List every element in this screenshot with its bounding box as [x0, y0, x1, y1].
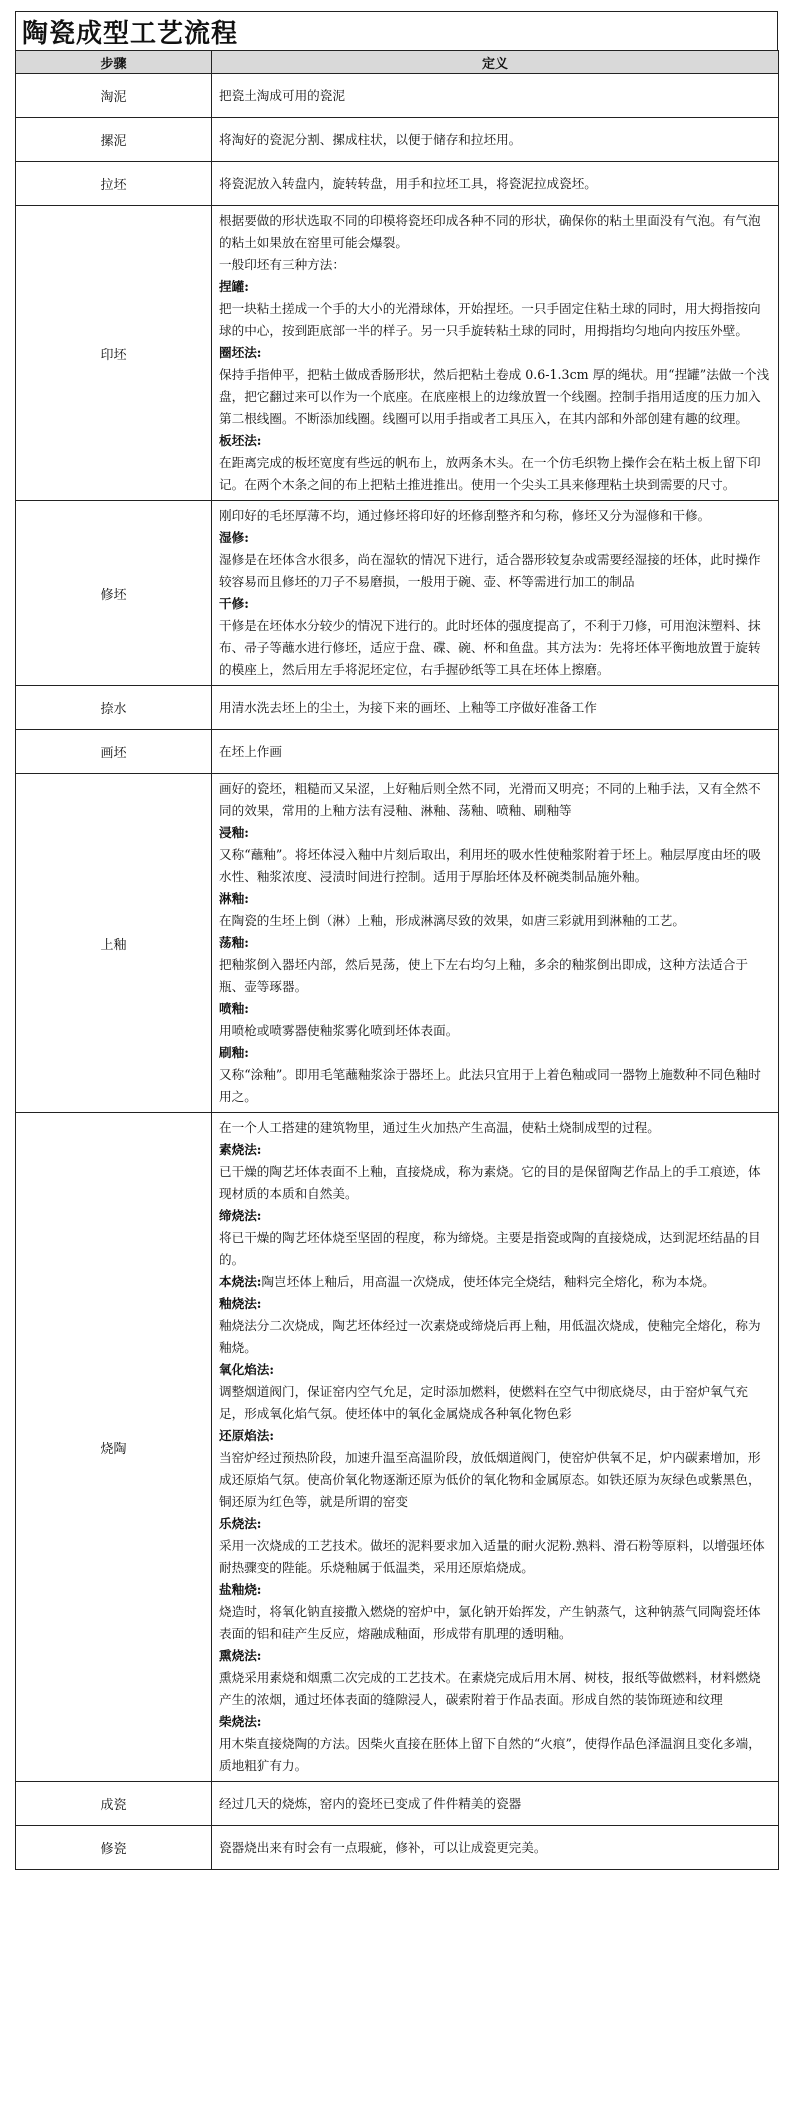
step-name: 修坯 — [16, 501, 212, 686]
method-heading: 还原焰法: — [219, 1428, 275, 1443]
method-heading: 干修: — [219, 596, 249, 611]
method-heading: 盐釉烧: — [219, 1582, 262, 1597]
method-heading: 乐烧法: — [219, 1516, 262, 1531]
method-heading: 湿修: — [219, 530, 249, 545]
table-row — [16, 1782, 779, 1826]
step-definition — [212, 774, 779, 1113]
step-definition: 将瓷泥放入转盘内，旋转转盘，用手和拉坯工具，将瓷泥拉成瓷坯。 — [212, 162, 779, 206]
definition-line: 采用一次烧成的工艺技术。做坯的泥料要求加入适量的耐火泥粉.熟料、滑石粉等原料，以增强坯体耐热骤变的陛能。乐烧釉属于低温类，采用还原焰烧成。 — [219, 1538, 765, 1575]
definition-line: 本烧法:陶岂坯体上釉后，用高温一次烧成，使坯体完全烧结，釉料完全熔化，称为本烧。 — [219, 1274, 715, 1289]
header-step: 步骤 — [16, 51, 212, 74]
step-name: 烧陶 — [16, 1113, 212, 1782]
header-definition: 定义 — [212, 51, 779, 74]
definition-line: 在陶瓷的生坯上倒（淋）上釉，形成淋漓尽致的效果，如唐三彩就用到淋釉的工艺。 — [219, 913, 685, 928]
page-title: 陶瓷成型工艺流程 — [15, 11, 778, 50]
definition-line: 保持手指伸平，把粘土做成香肠形状，然后把粘土卷成 0.6-1.3cm 厚的绳状。用“捏罐”法做一个浅盘，把它翻过来可以作为一个底座。在底座根上的边缘放置一个线圈。控制手指用适度的压力加入第二根线圈。不断添加线圈。线圈可以用手指或者工具压入，在其内部和外部创建有趣的纹理。 — [219, 367, 770, 426]
step-name: 上釉 — [16, 774, 212, 1113]
definition-line: 在距离完成的板坯宽度有些远的帆布上，放两条木头。在一个仿毛织物上操作会在粘土板上留下印记。在两个木条之间的布上把粘土推进推出。使用一个尖头工具来修理粘土块到需要的尺寸。 — [219, 455, 761, 492]
table-row — [16, 774, 779, 1113]
definition-line: 熏烧采用素烧和烟熏二次完成的工艺技术。在素烧完成后用木屑、树枝，报纸等做燃料，材料燃烧产生的浓烟，通过坯体表面的缝隙浸人，碳索附着于作品表面。形成自然的装饰斑迹和纹理 — [219, 1670, 761, 1707]
definition-line: 将已干燥的陶艺坯体烧至坚固的程度，称为缔烧。主要是指瓷或陶的直接烧成，达到泥坯结晶的目的。 — [219, 1230, 761, 1267]
definition-line: 已干燥的陶艺坯体表面不上釉，直接烧成，称为素烧。它的目的是保留陶艺作品上的手工痕迹，体现材质的本质和自然美。 — [219, 1164, 761, 1201]
step-name: 淘泥 — [16, 74, 212, 118]
method-heading: 熏烧法: — [219, 1648, 262, 1663]
method-heading: 捏罐: — [219, 279, 249, 294]
definition-line: 烧造时，将氧化钠直接撒入燃烧的窑炉中，氯化钠开始挥发，产生钠蒸气，这种钠蒸气同陶瓷坯体表面的铝和硅产生反应，熔融成釉面，形成带有肌理的透明釉。 — [219, 1604, 761, 1641]
step-definition: 经过几天的烧炼，窑内的瓷坯已变成了件件精美的瓷器 — [212, 1782, 779, 1826]
step-definition: 把瓷土淘成可用的瓷泥 — [212, 74, 779, 118]
step-name: 修瓷 — [16, 1826, 212, 1870]
method-heading: 柴烧法: — [219, 1714, 262, 1729]
definition-line: 在一个人工搭建的建筑物里，通过生火加热产生高温，使粘土烧制成型的过程。 — [219, 1120, 660, 1135]
step-definition: 在坯上作画 — [212, 730, 779, 774]
method-heading-inline: 本烧法: — [219, 1274, 262, 1289]
definition-line: 干修是在坯体水分较少的情况下进行的。此时坯体的强度提高了，不利于刀修，可用泡沫塑料、抹布、帚子等蘸水进行修坯，适应于盘、碟、碗、杯和鱼盘。其方法为：先将坯体平衡地放置于旋转的模座上，然后用左手将泥坯定位，右手握砂纸等工具在坯体上擦磨。 — [219, 618, 761, 677]
definition-line: 釉烧法分二次烧成，陶艺坯体经过一次素烧或缔烧后再上釉，用低温次烧成，使釉完全熔化，称为釉烧。 — [219, 1318, 761, 1355]
step-definition: 瓷器烧出来有时会有一点瑕疵，修补，可以让成瓷更完美。 — [212, 1826, 779, 1870]
step-definition: 将淘好的瓷泥分割、摞成柱状，以便于储存和拉坯用。 — [212, 118, 779, 162]
step-definition — [212, 1113, 779, 1782]
step-name: 拉坯 — [16, 162, 212, 206]
definition-line: 又称“涂釉”。即用毛笔蘸釉浆涂于器坯上。此法只宜用于上着色釉或同一器物上施数种不同色釉时用之。 — [219, 1067, 761, 1104]
definition-line: 把一块粘土搓成一个手的大小的光滑球体，开始捏坯。一只手固定住粘土球的同时，用大拇指按向球的中心，按到距底部一半的样子。另一只手旋转粘土球的同时，用拇指均匀地向内按压外壁。 — [219, 301, 761, 338]
step-definition: 用清水洗去坯上的尘土，为接下来的画坯、上釉等工序做好准备工作 — [212, 686, 779, 730]
table-row — [16, 1826, 779, 1870]
definition-line: 用木柴直接烧陶的方法。因柴火直接在胚体上留下自然的“火痕”，使得作品色泽温润且变化多端，质地粗犷有力。 — [219, 1736, 761, 1773]
definition-line: 把釉浆倒入器坯内部，然后晃荡，使上下左右均匀上釉，多余的釉浆倒出即成，这种方法适合于瓶、壶等琢器。 — [219, 957, 748, 994]
table-row — [16, 118, 779, 162]
table-row — [16, 74, 779, 118]
method-heading: 喷釉: — [219, 1001, 249, 1016]
step-name: 画坯 — [16, 730, 212, 774]
definition-line: 湿修是在坯体含水很多，尚在湿软的情况下进行，适合器形较复杂或需要经湿接的坯体，此时操作较容易而且修坯的刀子不易磨损，一般用于碗、壶、杯等需进行加工的制品 — [219, 552, 761, 589]
definition-line: 当窑炉经过预热阶段，加速升温至高温阶段，放低烟道阀门，使窑炉供氧不足，炉内碳素增加，形成还原焰气氛。使高价氧化物逐渐还原为低价的氧化物和金属原态。如铁还原为灰绿色或紫黑色，铜还原为红色等，就是所谓的窑变 — [219, 1450, 761, 1509]
method-heading: 淋釉: — [219, 891, 249, 906]
method-heading: 釉烧法: — [219, 1296, 262, 1311]
definition-line: 刚印好的毛坯厚薄不均，通过修坯将印好的坯修刮整齐和匀称，修坯又分为湿修和干修。 — [219, 508, 711, 523]
step-name: 成瓷 — [16, 1782, 212, 1826]
definition-line: 画好的瓷坯，粗糙而又呆涩，上好釉后则全然不同，光滑而又明亮；不同的上釉手法，又有全然不同的效果，常用的上釉方法有浸釉、淋釉、荡釉、喷釉、刷釉等 — [219, 781, 761, 818]
process-table — [15, 50, 779, 1870]
method-heading: 氧化焰法: — [219, 1362, 275, 1377]
step-name: 摞泥 — [16, 118, 212, 162]
table-header-row — [16, 51, 779, 74]
table-row — [16, 1113, 779, 1782]
table-row — [16, 501, 779, 686]
method-heading: 缔烧法: — [219, 1208, 262, 1223]
document-page — [15, 11, 778, 1870]
table-row — [16, 686, 779, 730]
method-heading: 荡釉: — [219, 935, 249, 950]
definition-line: 调整烟道阀门，保证窑内空气允足，定时添加燃料，使燃料在空气中彻底烧尽，由于窑炉氧气充足，形成氧化焰气氛。使坯体中的氧化金属烧成各种氧化物色彩 — [219, 1384, 748, 1421]
table-row — [16, 162, 779, 206]
method-heading: 圈坯法: — [219, 345, 262, 360]
method-heading: 刷釉: — [219, 1045, 249, 1060]
method-heading: 素烧法: — [219, 1142, 262, 1157]
definition-line: 根据要做的形状选取不同的印模将瓷坯印成各种不同的形状，确保你的粘土里面没有气泡。有气泡的粘土如果放在窑里可能会爆裂。 — [219, 213, 761, 250]
definition-line: 又称“蘸釉”。将坯体浸入釉中片刻后取出，利用坯的吸水性使釉浆附着于坯上。釉层厚度由坯的吸水性、釉浆浓度、浸渍时间进行控制。适用于厚胎坯体及杯碗类制品施外釉。 — [219, 847, 761, 884]
table-row — [16, 206, 779, 501]
method-heading: 浸釉: — [219, 825, 249, 840]
definition-line: 用喷枪或喷雾器使釉浆雾化喷到坯体表面。 — [219, 1023, 459, 1038]
step-name: 印坯 — [16, 206, 212, 501]
table-row — [16, 730, 779, 774]
step-name: 捺水 — [16, 686, 212, 730]
step-definition — [212, 206, 779, 501]
method-heading: 板坯法: — [219, 433, 262, 448]
definition-line: 一般印坯有三种方法： — [219, 257, 345, 272]
step-definition — [212, 501, 779, 686]
